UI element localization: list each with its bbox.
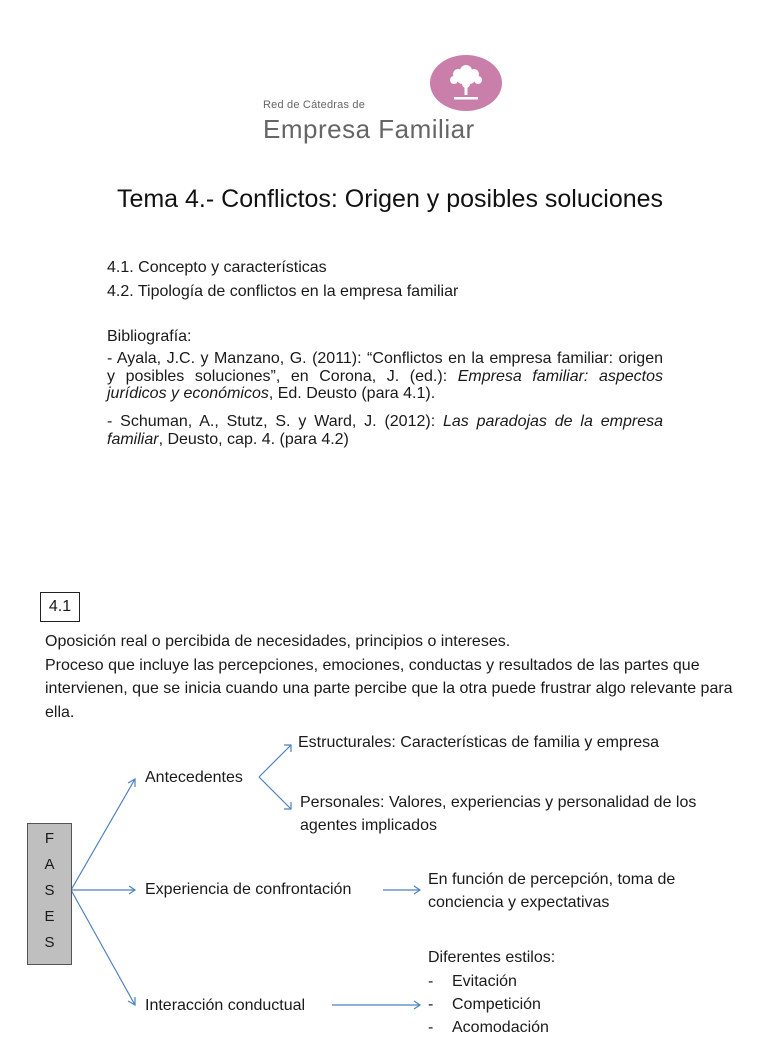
bibliography-text: , Ed. Deusto (para 4.1). [268, 385, 436, 402]
node-confrontacion: Experiencia de confrontación [145, 881, 352, 898]
node-estructurales: Estructurales: Características de familia y empresa [298, 734, 660, 751]
style-label: Evitación [452, 973, 517, 990]
connector-personales [259, 777, 291, 809]
topic-item: 4.2. Tipología de conflictos en la empresa familiar [107, 283, 459, 300]
fases-letter: S [44, 934, 55, 951]
bibliography-book-title: Las paradojas de la empresa familiar [107, 413, 663, 448]
style-label: Competición [452, 996, 541, 1013]
fases-letter: F [44, 830, 55, 847]
node-interaccion: Interacción conductual [145, 997, 306, 1014]
node-percepcion: En función de percepción, toma de conciencia y expectativas [428, 871, 676, 911]
topic-item: 4.1. Concepto y características [107, 259, 327, 276]
fases-box [27, 823, 72, 965]
bibliography-book-title: Empresa familiar: aspectos jurídicos y económicos [107, 367, 664, 402]
fases-letter: A [44, 856, 55, 873]
style-list-item: - Acomodación [428, 1019, 549, 1036]
logo-name: Empresa Familiar [263, 114, 475, 144]
fases-letter: E [44, 908, 55, 925]
page-title: Tema 4.- Conflictos: Origen y posibles soluciones [116, 185, 664, 213]
node-estilos-heading: Diferentes estilos: [428, 949, 556, 966]
style-label: Acomodación [452, 1019, 549, 1036]
connector-interaccion [71, 890, 135, 1005]
definition-line: Oposición real o percibida de necesidades, principios o intereses. [45, 633, 511, 650]
section-number-box: 4.1 [40, 592, 80, 622]
node-personales: Personales: Valores, experiencias y personalidad de los agentes implicados [300, 794, 697, 834]
connector-estructurales [259, 745, 291, 777]
style-list-item: - Evitación [428, 973, 517, 990]
fases-letter: S [44, 882, 55, 899]
bibliography-heading: Bibliografía: [107, 328, 192, 345]
node-antecedentes: Antecedentes [145, 769, 243, 786]
style-list-item: - Competición [428, 996, 541, 1013]
definition-line: Proceso que incluye las percepciones, emociones, conductas y resultados de las partes que intervienen, que se inicia cuando una parte percibe que la otra puede frustrar algo relevante para ella. [45, 656, 733, 721]
bibliography-text: - Ayala, J.C. y Manzano, G. (2011): “Conflictos en la empresa familiar: origen y posibles soluciones”, en Corona, J. (ed.): [107, 350, 663, 385]
logo-subtitle: Red de Cátedras de [263, 99, 366, 111]
bibliography-text: - Schuman, A., Stutz, S. y Ward, J. (2012): [107, 413, 443, 430]
connector-antecedentes [71, 779, 135, 890]
bibliography-text: , Deusto, cap. 4. (para 4.2) [158, 430, 349, 448]
